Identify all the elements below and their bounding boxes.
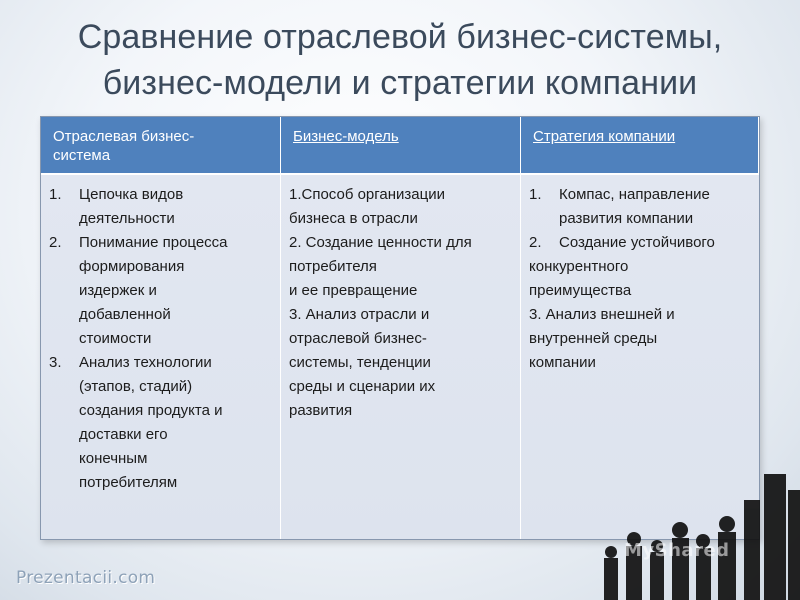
header-company-strategy [521, 117, 759, 173]
header-2-text: Бизнес-модель [293, 128, 399, 145]
header-3-text: Стратегия компании [533, 128, 676, 145]
text-line: 3. Анализ внешней и [529, 306, 675, 323]
text-line: развития [289, 402, 353, 419]
list-item: 3. Анализ технологии (этапов, стадий) создания продукта и доставки его конечным потребителям [49, 354, 223, 491]
list-item: 1. Компас, направление развития компании [529, 186, 710, 227]
cell-industry-system [41, 173, 281, 539]
text-line: отраслевой бизнес- [289, 330, 427, 347]
header-industry-system [41, 117, 281, 173]
title-line-2: бизнес-модели и стратегии компании [102, 64, 698, 102]
text-line: потребителя [289, 258, 377, 275]
text-line: конкурентного [529, 258, 629, 275]
text-line: 3. Анализ отрасли и [289, 306, 430, 323]
list-item: 2. Создание устойчивого [529, 234, 715, 251]
text-line: бизнеса в отрасли [289, 210, 418, 227]
list-item: 1. Цепочка видов деятельности [49, 186, 184, 227]
business-people-silhouette-icon [596, 440, 800, 600]
header-business-model [281, 117, 521, 173]
header-1-line-2: система [53, 147, 111, 164]
slide-title [30, 14, 770, 106]
title-line-1: Сравнение отраслевой бизнес-системы, [77, 18, 723, 56]
industry-system-list [49, 183, 272, 495]
text-line: 2. Создание ценности для [289, 234, 472, 251]
myshared-watermark: MyShared [624, 540, 730, 561]
text-line: среды и сценарии их [289, 378, 436, 395]
text-line: компании [529, 354, 596, 371]
text-line: и ее превращение [289, 282, 418, 299]
header-1-line-1: Отраслевая бизнес- [53, 128, 195, 145]
strategy-list [529, 183, 751, 255]
cell-business-model [281, 173, 521, 539]
text-line: 1.Способ организации [289, 186, 445, 203]
text-line: преимущества [529, 282, 632, 299]
text-line: внутренней среды [529, 330, 658, 347]
text-line: системы, тенденции [289, 354, 431, 371]
list-item: 2. Понимание процесса формирования издержек и добавленной стоимости [49, 234, 228, 347]
prezentacii-watermark: Prezentacii.com [16, 568, 156, 588]
